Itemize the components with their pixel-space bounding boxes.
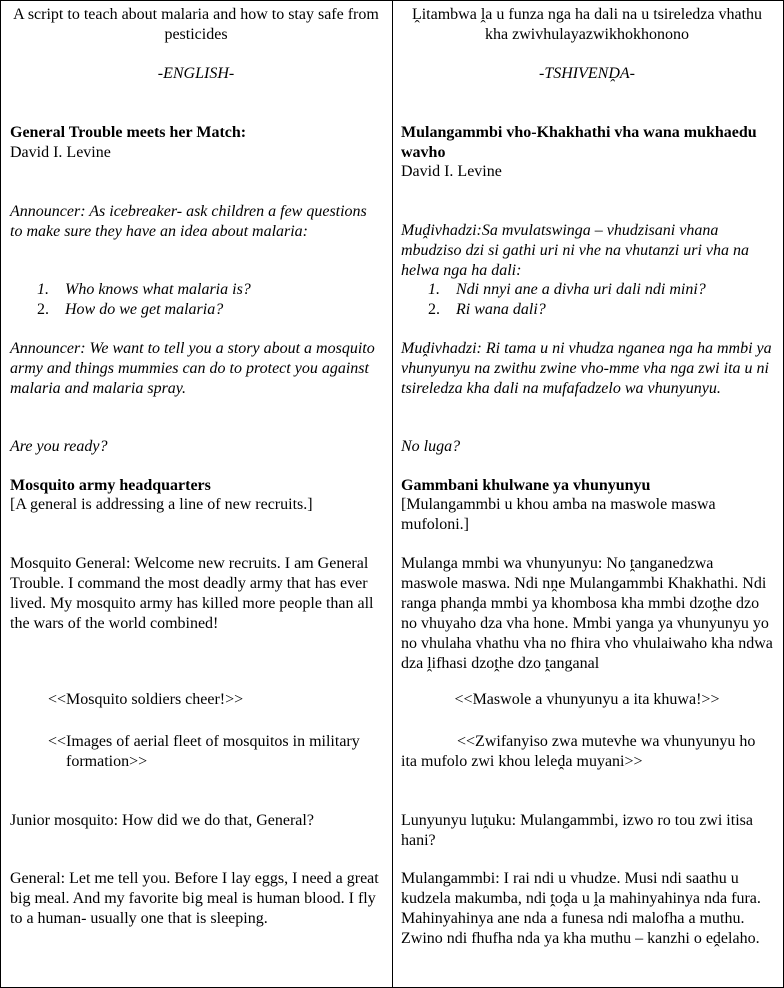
tshivenda-general-reply: Mulangammbi: I rai ndi u vhudze. Musi ndi saathu u kudzela makumba, ndi ṱoḓa u ḽa mahinyahinya nda fura. Mahinyahinya ane nda a funesa ndi malofha a muthu. Zwino ndi fhufha nda ya kha muthu – kanzhi o eḓelaho. bbox=[401, 870, 761, 947]
list-item: 2. How do we get malaria? bbox=[37, 301, 224, 318]
english-announcer-story: Announcer: We want to tell you a story about a mosquito army and things mummies can do to protect you against malaria and malaria spray. bbox=[10, 340, 375, 397]
tshivenda-announcer-intro: Muḓivhadzi:Sa mvulatswinga – vhudzisani vhana mbudziso dzi si gathi uri ni vhe na vhutanzi uri vha na helwa nga ha dali: bbox=[401, 222, 749, 279]
tshivenda-general-speech: Mulanga mmbi wa vhunyunyu: No ṱanganedzwa maswole maswa. Ndi nṋe Mulangammbi Khakhathi. Ndi ranga phanḓa mmbi ya khombosa kha mmbi dzoṱhe dzo no vhuyaho dza vha hone. Mmbi yanga ya vhunyunyu yo no vhulaha vhathu vha no fhira vho vhulaiwaho kha ndwa dza ḽifhasi dzoṱhe dzo ṱanganal bbox=[401, 555, 773, 672]
english-scene-heading: Mosquito army headquarters bbox=[10, 477, 211, 494]
tshivenda-scene-heading: Gammbani khulwane ya vhunyunyu bbox=[401, 477, 651, 494]
english-language-label: -ENGLISH- bbox=[157, 65, 235, 82]
tshivenda-junior-line: Lunyunyu luṱuku: Mulangammbi, izwo ro tou zwi itisa hani? bbox=[401, 812, 753, 849]
english-scene-note: [A general is addressing a line of new recruits.] bbox=[10, 496, 313, 513]
tshivenda-ready-question: No luga? bbox=[401, 438, 461, 455]
english-author: David I. Levine bbox=[10, 144, 111, 161]
english-general-speech: Mosquito General: Welcome new recruits. I am General Trouble. I command the most deadly army that has ever lived. My mosquito army has killed more people than all the wars of the world combined! bbox=[10, 555, 374, 632]
english-title: A script to teach about malaria and how to stay safe from pesticides bbox=[13, 6, 379, 43]
english-junior-line: Junior mosquito: How did we do that, General? bbox=[10, 812, 314, 829]
english-ready-question: Are you ready? bbox=[10, 438, 108, 455]
tshivenda-language-label: -TSHIVENḒA- bbox=[539, 65, 635, 82]
tshivenda-question-list bbox=[401, 280, 773, 320]
column-divider bbox=[392, 1, 393, 987]
tshivenda-title: Ḽitambwa ḽa u funza nga ha dali na u tsireledza vhathu kha zwivhulayazwikhokhonono bbox=[411, 6, 763, 43]
tshivenda-heading: Mulangammbi vho-Khakhathi vha wana mukhaedu wavho bbox=[401, 124, 757, 161]
tshivenda-cheer-cue: <<Maswole a vhunyunyu a ita khuwa!>> bbox=[454, 691, 720, 708]
english-cheer-cue: <<Mosquito soldiers cheer!>> bbox=[48, 691, 244, 708]
english-images-cue: <<Images of aerial fleet of mosquitos in military formation>> bbox=[48, 733, 360, 770]
tshivenda-scene-note: [Mulangammbi u khou amba na maswole maswa mufoloni.] bbox=[401, 496, 716, 533]
list-item: 1. Ndi nnyi ane a divha uri dali ndi mini? bbox=[428, 281, 706, 298]
english-question-list bbox=[10, 280, 382, 320]
english-heading: General Trouble meets her Match: bbox=[10, 124, 247, 141]
list-item: 1. Who knows what malaria is? bbox=[37, 281, 251, 298]
english-column bbox=[10, 1, 382, 987]
tshivenda-announcer-story: Muḓivhadzi: Ri tama u ni vhudza nganea nga ha mmbi ya vhunyunyu na zwithu zwine vho-mme vha nga zwi ita u ni tsireledza kha dali na mufafadzelo wa vhunyunyu. bbox=[401, 340, 772, 397]
list-item: 2. Ri wana dali? bbox=[428, 301, 546, 318]
english-announcer-intro: Announcer: As icebreaker- ask children a few questions to make sure they have an idea about malaria: bbox=[10, 203, 367, 240]
english-general-reply: General: Let me tell you. Before I lay eggs, I need a great big meal. And my favorite big meal is human blood. I fly to a human- usually one that is sleeping. bbox=[10, 870, 379, 927]
tshivenda-column bbox=[401, 1, 773, 987]
tshivenda-author: David I. Levine bbox=[401, 163, 502, 180]
tshivenda-images-cue: <<Zwifanyiso zwa mutevhe wa vhunyunyu ho ita mufolo zwi khou leleḓa muyani>> bbox=[401, 733, 756, 770]
